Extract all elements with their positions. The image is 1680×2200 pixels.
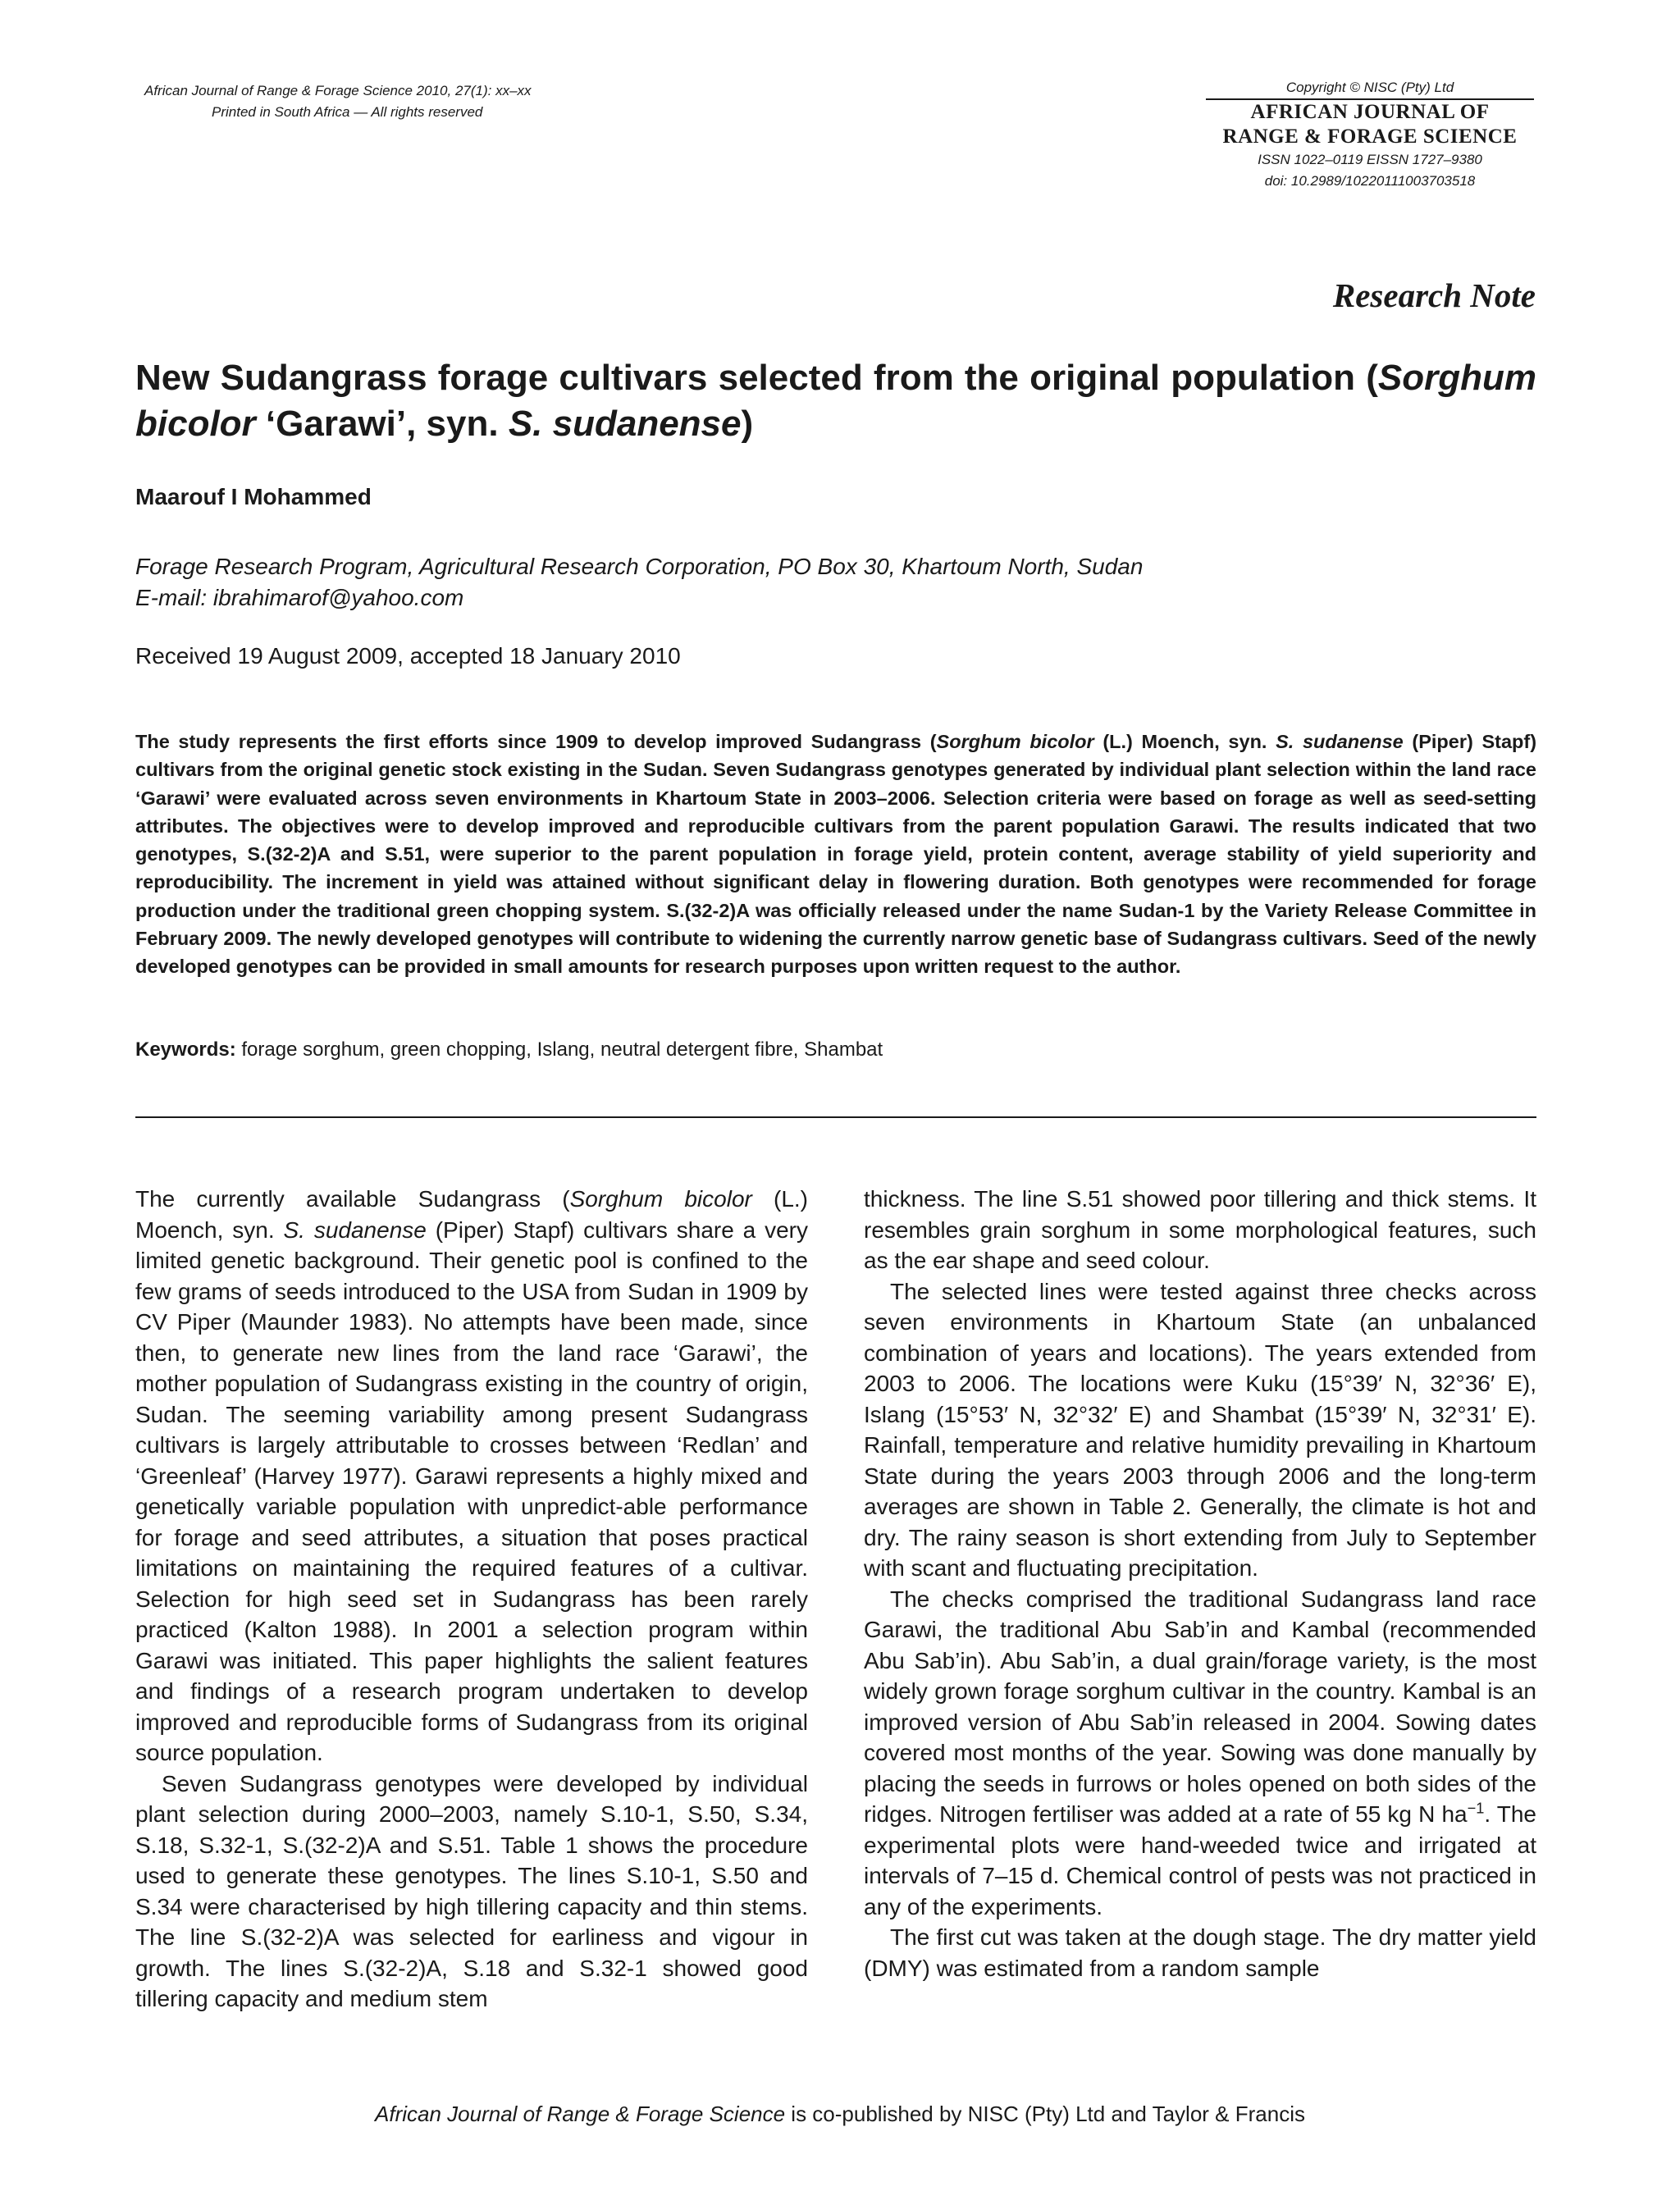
running-header-left (144, 80, 532, 123)
title-part: ) (741, 404, 754, 444)
keywords-label: Keywords: (135, 1038, 236, 1061)
author-email[interactable]: E-mail: ibrahimarof@yahoo.com (135, 585, 464, 610)
author-affiliation (135, 551, 1143, 614)
author-name: Maarouf I Mohammed (135, 484, 372, 509)
body-paragraph (135, 1184, 808, 1769)
body-text: . The experimental plots were hand-weeded twice and irrigated at intervals of 7–15 d. Chemical control of pests was not practiced in any of the experiments. (864, 1801, 1537, 1919)
section-label: Research Note (1332, 276, 1536, 314)
title-synonym-italic: S. sudanense (508, 404, 742, 444)
body-paragraph: thickness. The line S.51 showed poor tillering and thick stems. It resembles grain sorghum in some morphological features, such as the ear shape and seed colour. (864, 1186, 1536, 1273)
body-paragraph: Seven Sudangrass genotypes were developed by individual plant selection during 2000–2003, namely S.10-1, S.50, S.34, S.18, S.32-1, S.(32-2)A and S.51. Table 1 shows the procedure used to generate these genotypes. The lines S.10-1, S.50 and S.34 were characterised by high tillering capacity and thin stems. The line S.(32-2)A was selected for earliness and vigour in growth. The lines S.(32-2)A, S.18 and S.32-1 showed good tillering capacity and medium stem (135, 1770, 808, 2011)
body-text: (L.) Moench, syn. (135, 1186, 809, 1243)
issn-line: ISSN 1022–0119 EISSN 1727–9380 (1258, 152, 1482, 167)
section-divider (135, 1116, 1536, 1118)
doi-line: doi: 10.2989/10220111003703518 (1264, 173, 1476, 189)
footer-text: is co-published by NISC (Pty) Ltd and Taylor & Francis (785, 2102, 1305, 2126)
body-text: (Piper) Stapf) cultivars share a very limited genetic background. Their genetic pool is confined to the few grams of seeds introduced to the USA from Sudan in 1909 by CV Piper (Maunder 1983). No attempts have been made, since then, to generate new lines from the land race ‘Garawi’, the mother population of Sudangrass existing in the country of origin, Sudan. The seeming variability among present Sudangrass cultivars is largely attributable to crosses between ‘Redlan’ and ‘Greenleaf’ (Harvey 1977). Garawi represents a highly mixed and genetically variable population with unpredict-able performance for forage and seed attributes, a situation that poses practical limitations on maintaining the required features of a cultivar. Selection for high seed set in Sudangrass has been rarely practiced (Kalton 1988). In 2001 a selection program within Garawi was initiated. This paper highlights the salient features and findings of a research program undertaken to develop improved and reproducible forms of Sudangrass from its original source population. (135, 1216, 808, 1765)
printed-rights: Printed in South Africa — All rights reserved (212, 104, 483, 120)
journal-citation: African Journal of Range & Forage Science 2010, 27(1): xx–xx (144, 83, 532, 98)
abstract (135, 728, 1536, 981)
footer-journal: African Journal of Range & Forage Science (375, 2102, 786, 2126)
received-dates: Received 19 August 2009, accepted 18 January 2010 (135, 643, 681, 669)
abstract-italic: S. sudanense (1276, 731, 1404, 752)
body-paragraph (864, 1584, 1536, 1923)
article-title (135, 355, 1536, 447)
keywords-text: forage sorghum, green chopping, Islang, neutral detergent fibre, Shambat (235, 1038, 883, 1061)
abstract-italic: Sorghum bicolor (936, 731, 1094, 752)
page-footer (0, 2102, 1680, 2127)
affiliation-address: Forage Research Program, Agricultural Research Corporation, PO Box 30, Khartoum North, Sudan (135, 554, 1144, 579)
title-part: New Sudangrass forage cultivars selected from the original population ( (135, 358, 1378, 398)
abstract-text: (L.) Moench, syn. (1093, 731, 1276, 752)
superscript: −1 (1467, 1800, 1485, 1817)
copyright-line: Copyright © NISC (Pty) Ltd (1206, 79, 1534, 100)
journal-masthead (1206, 79, 1534, 192)
body-text: The checks comprised the traditional Sudangrass land race Garawi, the traditional Abu Sab’in and Kambal (recommended Abu Sab’in). Abu Sab’in, a dual grain/forage variety, is the most widely grown forage sorghum cultivar in the country. Kambal is an improved version of Abu Sab’in released in 2004. Sowing dates covered most months of the year. Sowing was done manually by placing the seeds in furrows or holes opened on both sides of the ridges. Nitrogen fertiliser was added at a rate of 55 kg N ha (864, 1586, 1536, 1827)
title-species-italic: Sorghum bicolor (135, 358, 1536, 444)
body-column-right (864, 1184, 1536, 1983)
journal-name-line2: RANGE & FORAGE SCIENCE (1222, 126, 1518, 148)
body-paragraph: The selected lines were tested against three checks across seven environments in Khartoum State (an unbalanced combination of years and locations). The years extended from 2003 to 2006. The locations were Kuku (15°39′ N, 32°36′ E), Islang (15°53′ N, 32°32′ E) and Shambat (15°39′ N, 32°31′ E). Rainfall, temperature and relative humidity prevailing in Khartoum State during the years 2003 through 2006 and the long-term averages are shown in Table 2. Generally, the climate is hot and dry. The rainy season is short extending from July to September with scant and fluctuating precipitation. (864, 1278, 1536, 1581)
body-column-left (135, 1184, 808, 2015)
body-text: The currently available Sudangrass ( (135, 1186, 570, 1212)
abstract-text: (Piper) Stapf) cultivars from the original genetic stock existing in the Sudan. Seven Sudangrass genotypes generated by individual plant selection within the land race ‘Garawi’ were evaluated across seven environments in Khartoum State in 2003–2006. Selection criteria were based on forage as well as seed-setting attributes. The objectives were to develop improved and reproducible cultivars from the parent population Garawi. The results indicated that two genotypes, S.(32-2)A and S.51, were superior to the parent population in forage yield, protein content, average stability of yield superiority and reproducibility. The increment in yield was attained without significant delay in flowering duration. Both genotypes were recommended for forage production under the traditional green chopping system. S.(32-2)A was officially released under the name Sudan-1 by the Variety Release Committee in February 2009. The newly developed genotypes will contribute to widening the currently narrow genetic base of Sudangrass cultivars. Seed of the newly developed genotypes can be provided in small amounts for research purposes upon written request to the author. (135, 731, 1537, 978)
body-italic: S. sudanense (283, 1216, 427, 1243)
body-paragraph: The first cut was taken at the dough stage. The dry matter yield (DMY) was estimated from a random sample (864, 1924, 1536, 1981)
journal-name-line1: AFRICAN JOURNAL OF (1250, 101, 1490, 123)
keywords (135, 1038, 883, 1061)
abstract-text: The study represents the first efforts since 1909 to develop improved Sudangrass ( (135, 731, 937, 752)
body-italic: Sorghum bicolor (569, 1186, 752, 1212)
title-part: ‘Garawi’, syn. (255, 404, 509, 444)
